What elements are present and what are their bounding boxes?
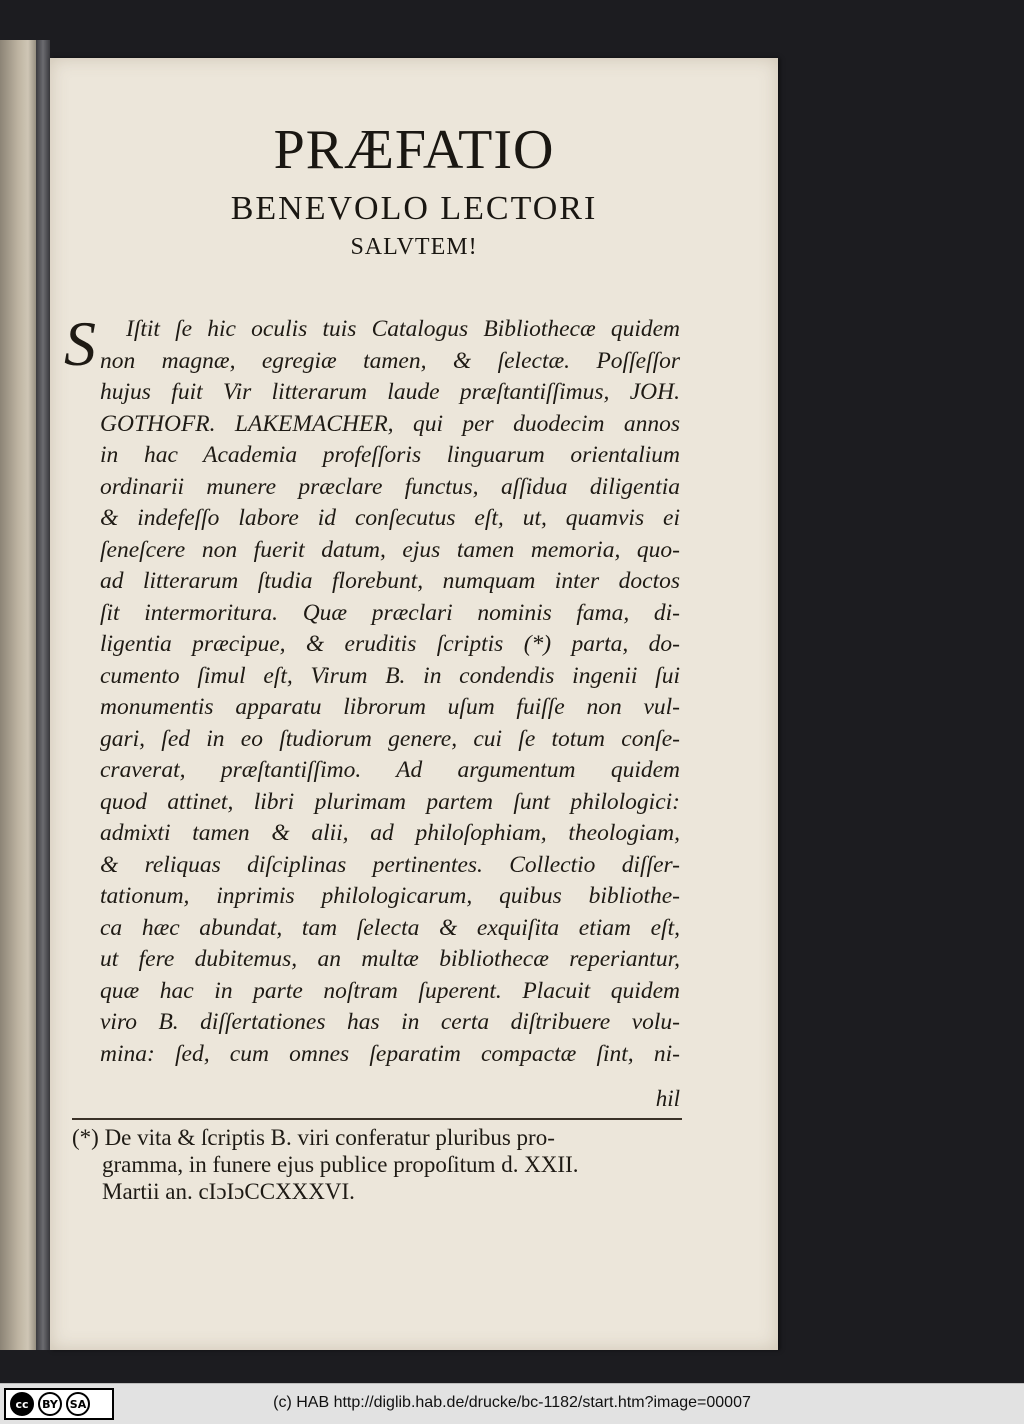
sa-icon: SA [66,1392,90,1416]
cc-icon: cc [10,1392,34,1416]
text-line: craverat, præſtantiſſimo. Ad argumentum quidem [100,757,680,783]
text-line: non magnæ, egregiæ tamen, & ſelectæ. Poſſeſſor [100,347,680,374]
text-line: viro B. diſſertationes has in certa diſtribuere volu- [100,1009,680,1035]
text-line: ad litterarum ſtudia florebunt, numquam inter doctos [100,568,680,594]
catchword: hil [655,1086,680,1111]
text-line: hujus fuit Vir litterarum laude præſtantiſſimus, JOH. [100,379,680,405]
text-line: ordinarii munere præclare functus, aſſidua diligentia [100,473,680,500]
text-line: ut fere dubitemus, an multæ bibliothecæ reperiantur, [100,946,680,972]
text-line: & reliquas diſciplinas pertinentes. Collectio diſſer- [100,851,680,878]
text-line: mina: ſed, cum omnes ſeparatim compactæ ſint, ni- [100,1040,680,1067]
footnote-line: Martii an. cIɔIɔCCXXXVI. [102,1179,355,1204]
text-line: ca hæc abundat, tam ſelecta & exquiſita etiam eſt, [100,914,680,941]
text-line: cumento ſimul eſt, Virum B. in condendis ingenii ſui [100,662,680,689]
text-line: tationum, inprimis philologicarum, quibus bibliothe- [100,883,680,909]
body-text [100,314,680,1070]
text-line: quod attinet, libri plurimam partem ſunt philologici: [100,788,680,815]
footer-bar [0,1383,1024,1424]
text-line: Iſtit ſe hic oculis tuis Catalogus Bibliothecæ quidem [126,316,680,342]
text-line: GOTHOFR. LAKEMACHER, qui per duodecim annos [100,410,680,437]
page-greeting: SALVTEM! [350,234,478,260]
footnote-rule [72,1118,682,1120]
credit-link[interactable]: (c) HAB http://diglib.hab.de/drucke/bc-1182/start.htm?image=00007 [273,1394,751,1411]
footnote-line: (*) De vita & ſcriptis B. viri conferatur pluribus pro- [72,1125,555,1150]
text-line: ligentia præcipue, & eruditis ſcriptis (*) parta, do- [100,631,680,657]
text-line: & indefeſſo labore id conſecutus eſt, ut, quamvis ei [100,505,680,531]
text-line: in hac Academia profeſſoris linguarum orientalium [100,442,680,468]
text-line: ſit intermoritura. Quæ præclari nominis fama, di- [100,599,680,626]
page-title: PRÆFATIO [273,119,555,181]
text-line: gari, ſed in eo ſtudiorum genere, cui ſe totum conſe- [100,725,680,752]
text-line: ſeneſcere non fuerit datum, ejus tamen memoria, quo- [100,536,680,563]
text-line: monumentis apparatu librorum uſum fuiſſe non vul- [100,694,680,720]
book-page [50,58,778,1350]
text-line: admixti tamen & alii, ad philoſophiam, theologiam, [100,820,680,846]
book-binding [36,40,50,1350]
drop-cap: S [64,308,96,379]
previous-page-edge [0,40,40,1350]
footnote [72,1124,684,1205]
by-icon: BY [38,1392,62,1416]
footnote-line: gramma, in funere ejus publice propoſitum d. XXII. [102,1152,579,1177]
text-line: quæ hac in parte noſtram ſuperent. Placuit quidem [100,977,680,1004]
page-subtitle: BENEVOLO LECTORI [230,190,598,227]
